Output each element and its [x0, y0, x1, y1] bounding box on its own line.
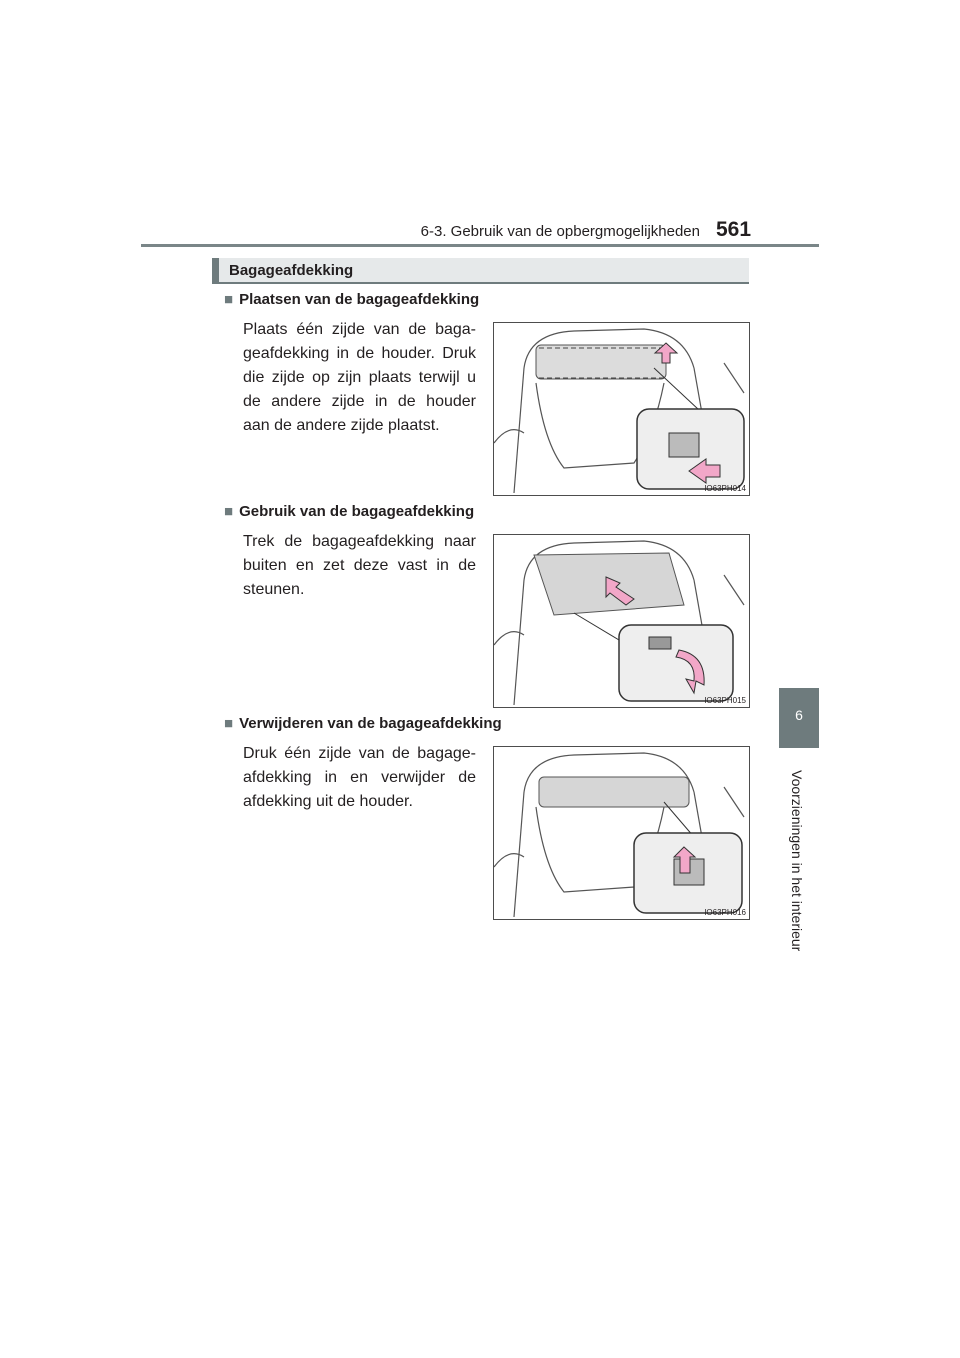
subsection-text-use: Trek de bagageafdekking naar buiten en zet deze vast in de steunen.: [243, 533, 476, 598]
figure-code: IO63PH015: [704, 696, 746, 705]
subsection-title-remove: ■ Verwijderen van de bagageafdekking: [224, 715, 502, 732]
square-bullet-icon: ■: [224, 715, 234, 732]
subsection-title-use: ■ Gebruik van de bagageafdekking: [224, 503, 475, 520]
trunk-illustration-icon: [494, 747, 750, 920]
figure-use-cover: [493, 534, 750, 708]
section-heading: [212, 258, 749, 284]
subsection-text-remove: Druk één zijde van de bagage-afdekking in en verwijder de afdekking uit de houder.: [243, 745, 476, 810]
chapter-section-title: 6-3. Gebruik van de opbergmogelijkheden: [420, 223, 700, 240]
section-title: Bagageafdekking: [229, 262, 354, 279]
page-number: 561: [716, 218, 752, 241]
subsection-text-install: Plaats één zijde van de baga-geafdekking in de houder. Druk die zijde op zijn plaats terwijl u de andere zijde in de houder aan de andere zijde plaatst.: [243, 321, 476, 434]
trunk-illustration-icon: [494, 535, 750, 708]
figure-install-cover: [493, 322, 750, 496]
figure-remove-cover: [493, 746, 750, 920]
square-bullet-icon: ■: [224, 503, 234, 520]
subsection-title-install: ■ Plaatsen van de bagageafdekking: [224, 291, 480, 308]
figure-code: IO63PH016: [704, 908, 746, 917]
chapter-tab[interactable]: [779, 688, 819, 748]
figure-code: IO63PH014: [704, 484, 746, 493]
chapter-side-title: Voorzieningen in het interieur: [789, 770, 805, 952]
trunk-illustration-icon: [494, 323, 750, 496]
square-bullet-icon: ■: [224, 291, 234, 308]
chapter-number: 6: [795, 707, 803, 723]
header-divider: [141, 244, 819, 247]
